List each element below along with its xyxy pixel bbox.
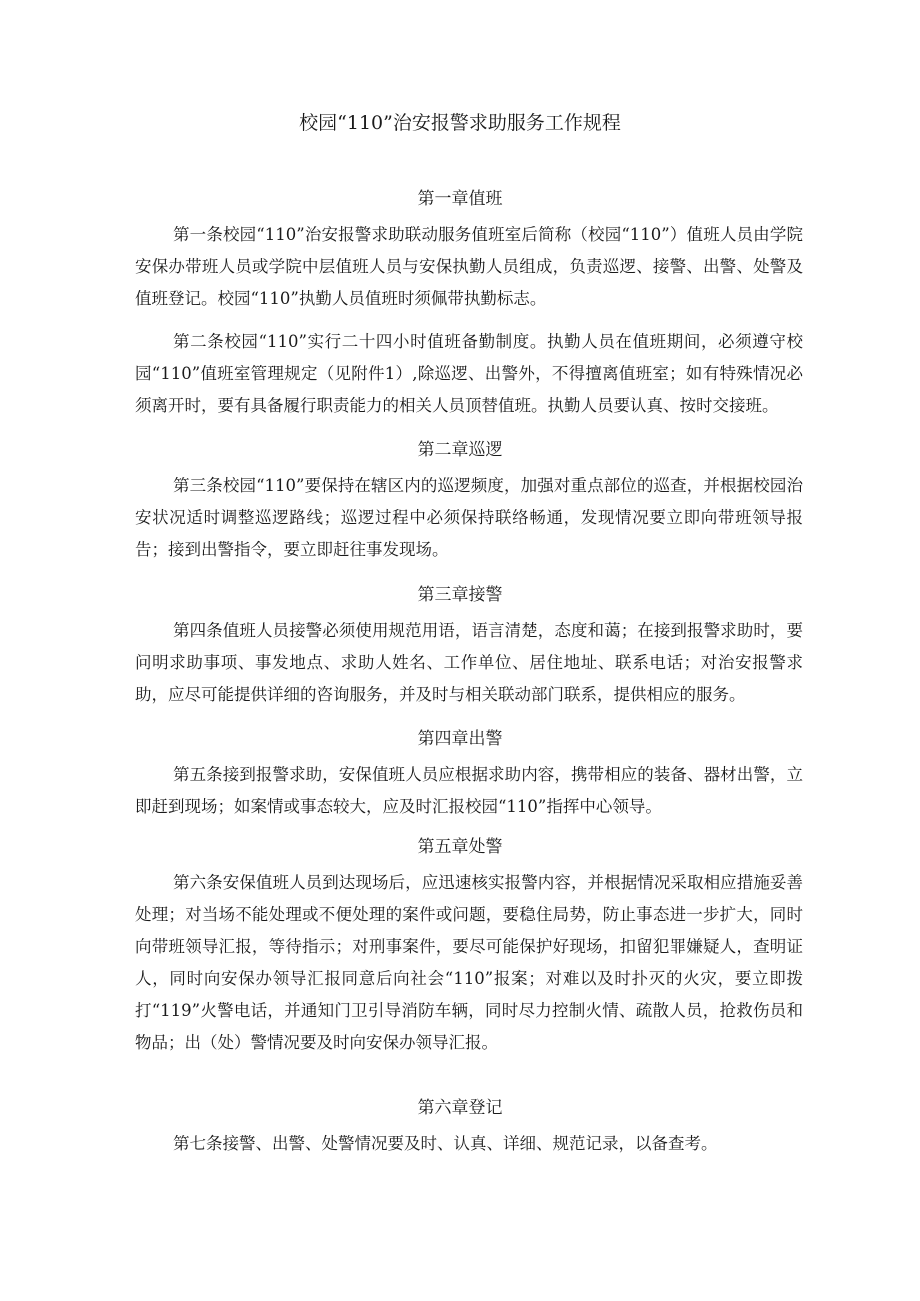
article-2-paragraph: 第二条校园“110”实行二十四小时值班备勤制度。执勤人员在值班期间，必须遵守校园“110”值班室管理规定（见附件1）,除巡逻、出警外，不得擅离值班室；如有特殊情况必须离开时，要有具备履行职责能力的相关人员顶替值班。执勤人员要认真、按时交接班。 xyxy=(135,332,803,415)
chapter-1-heading: 第一章值班 xyxy=(417,189,503,209)
document-title: 校园“110”治安报警求助服务工作规程 xyxy=(299,112,621,134)
article-7-paragraph: 第七条接警、出警、处警情况要及时、认真、详细、规范记录，以备查考。 xyxy=(173,1134,718,1153)
chapter-5-heading: 第五章处警 xyxy=(417,837,503,857)
article-4-paragraph: 第四条值班人员接警必须使用规范用语，语言清楚，态度和蔼；在接到报警求助时，要问明求助事项、事发地点、求助人姓名、工作单位、居住地址、联系电话；对治安报警求助，应尽可能提供详细的咨询服务，并及时与相关联动部门联系，提供相应的服务。 xyxy=(135,621,803,704)
article-3-paragraph: 第三条校园“110”要保持在辖区内的巡逻频度，加强对重点部位的巡查，并根据校园治安状况适时调整巡逻路线；巡逻过程中必须保持联络畅通，发现情况要立即向带班领导报告；接到出警指令，要立即赶往事发现场。 xyxy=(135,476,803,559)
chapter-2-heading: 第二章巡逻 xyxy=(417,440,503,460)
article-1-paragraph: 第一条校园“110”治安报警求助联动服务值班室后简称（校园“110”）值班人员由学院安保办带班人员或学院中层值班人员与安保执勤人员组成，负责巡逻、接警、出警、处警及值班登记。校园“110”执勤人员值班时须佩带执勤标志。 xyxy=(135,225,803,308)
chapter-4-heading: 第四章出警 xyxy=(417,729,503,749)
article-6-paragraph: 第六条安保值班人员到达现场后，应迅速核实报警内容，并根据情况采取相应措施妥善处理；对当场不能处理或不便处理的案件或问题，要稳住局势，防止事态进一步扩大，同时向带班领导汇报，等待指示；对刑事案件，要尽可能保护好现场，扣留犯罪嫌疑人，查明证人，同时向安保办领导汇报同意后向社会“110”报案；对难以及时扑灭的火灾，要立即拨打“119”火警电话，并通知门卫引导消防车辆，同时尽力控制火情、疏散人员，抢救伤员和物品；出（处）警情况要及时向安保办领导汇报。 xyxy=(135,873,803,1052)
chapter-3-heading: 第三章接警 xyxy=(417,585,503,605)
article-5-paragraph: 第五条接到报警求助，安保值班人员应根据求助内容，携带相应的装备、器材出警，立即赶到现场；如案情或事态较大，应及时汇报校园“110”指挥中心领导。 xyxy=(135,765,803,816)
chapter-6-heading: 第六章登记 xyxy=(417,1098,503,1118)
